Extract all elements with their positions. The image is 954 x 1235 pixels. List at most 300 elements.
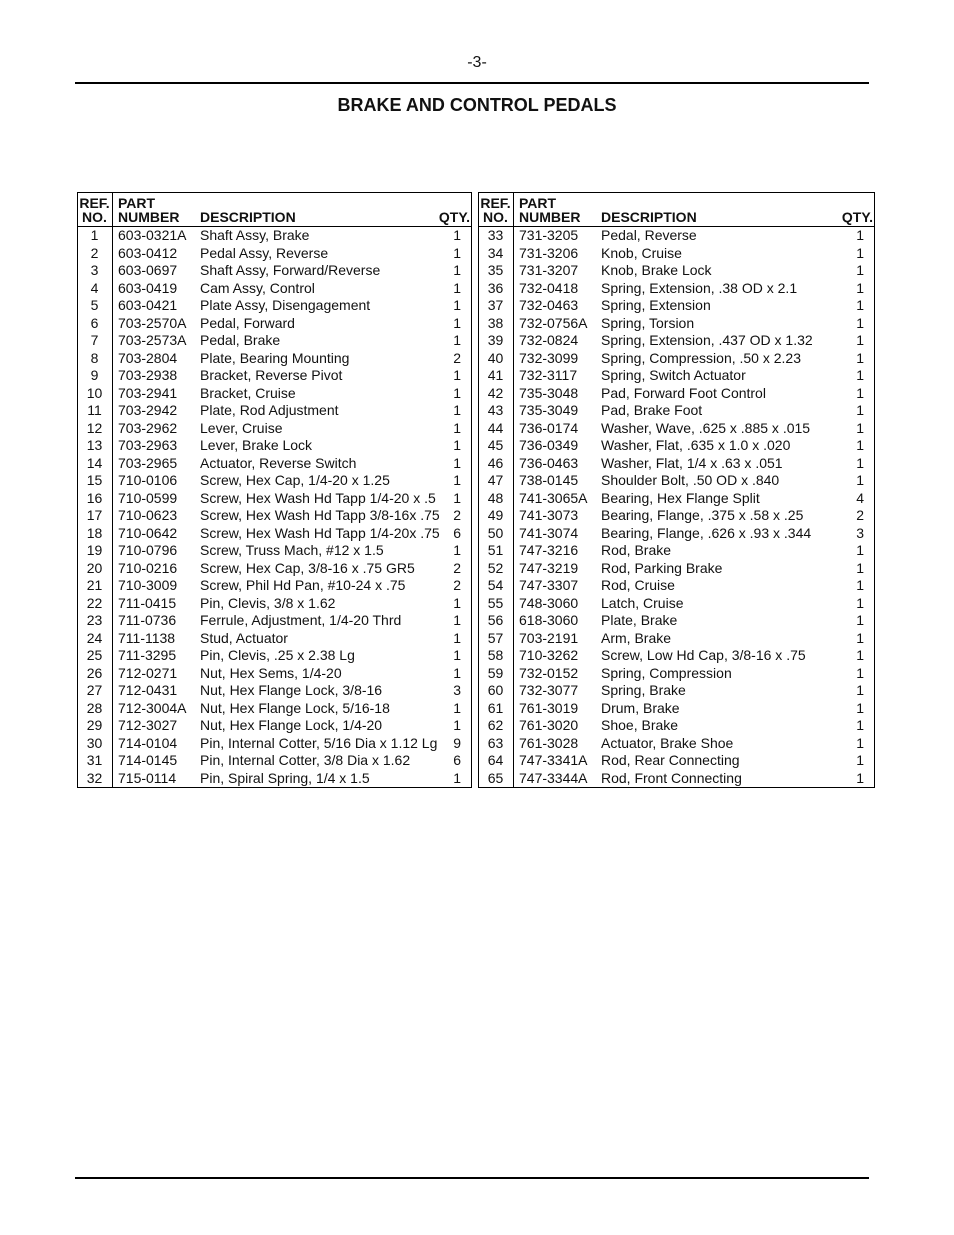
part-number-cell: 741-3073 [519, 507, 579, 523]
table-row [78, 647, 471, 665]
qty-cell: 1 [453, 647, 461, 663]
table-row [479, 770, 874, 788]
qty-cell: 1 [453, 419, 461, 436]
page-title: BRAKE AND CONTROL PEDALS [337, 95, 617, 115]
description-cell: Nut, Hex Sems, 1/4-20 [200, 664, 342, 681]
qty-cell: 1 [453, 279, 461, 296]
ref-no-cell: 30 [86, 734, 103, 751]
qty-cell: 1 [453, 367, 461, 383]
ref-no-cell: 20 [86, 559, 103, 576]
page-number: -3- [467, 54, 487, 71]
table-row [78, 437, 471, 455]
qty-cell: 1 [453, 472, 461, 488]
table-row [479, 507, 874, 525]
header-part-line2: NUMBER [519, 209, 581, 225]
header-ref-line2: NO. [82, 209, 107, 225]
part-number-cell: 703-2573A [118, 332, 187, 348]
qty-cell: 1 [453, 262, 461, 278]
description-cell: Screw, Low Hd Cap, 3/8-16 x .75 [601, 647, 806, 663]
qty-cell: 1 [453, 314, 461, 331]
qty-cell: 1 [856, 367, 864, 383]
header-part-number [118, 196, 179, 224]
part-number-cell: 747-3344A [519, 769, 588, 786]
qty-cell: 1 [856, 542, 864, 558]
table-row [78, 367, 471, 385]
header-ref-line1: REF. [480, 195, 511, 211]
qty-cell: 1 [856, 699, 864, 716]
ref-no-cell: 9 [90, 367, 99, 383]
qty-cell: 1 [856, 332, 864, 348]
ref-no-cell: 57 [487, 629, 504, 646]
table-row [479, 630, 874, 648]
qty-cell: 1 [856, 612, 864, 628]
qty-cell: 1 [856, 384, 864, 401]
part-number-cell: 741-3074 [519, 524, 579, 541]
ref-no-cell: 2 [90, 244, 99, 261]
qty-cell: 4 [856, 489, 864, 506]
table-row [479, 490, 874, 508]
header-part-line2: NUMBER [118, 209, 180, 225]
ref-no-cell: 54 [487, 577, 504, 593]
table-row [78, 717, 471, 735]
ref-no-cell: 31 [86, 752, 103, 768]
ref-no-cell: 1 [90, 227, 99, 243]
table-row [479, 315, 874, 333]
qty-cell: 1 [453, 769, 461, 786]
table-row [479, 402, 874, 420]
part-number-cell: 732-3117 [519, 367, 578, 383]
table-row [78, 280, 471, 298]
part-number-cell: 710-0623 [118, 507, 178, 523]
ref-no-cell: 26 [86, 664, 103, 681]
table-row [78, 420, 471, 438]
part-number-cell: 603-0419 [118, 279, 178, 296]
description-cell: Rod, Front Connecting [601, 769, 742, 786]
part-number-cell: 715-0114 [118, 769, 177, 786]
part-number-cell: 732-0152 [519, 664, 579, 681]
part-number-cell: 748-3060 [519, 594, 579, 611]
part-number-cell: 711-0415 [118, 594, 177, 611]
qty-cell: 1 [453, 542, 461, 558]
table-row [78, 542, 471, 560]
description-cell: Screw, Hex Wash Hd Tapp 1/4-20x .75 [200, 524, 440, 541]
ref-no-cell: 10 [86, 384, 103, 401]
ref-no-cell: 16 [86, 489, 103, 506]
description-cell: Shoulder Bolt, .50 OD x .840 [601, 472, 780, 488]
footer-rule [75, 1177, 869, 1179]
description-cell: Knob, Brake Lock [601, 262, 712, 278]
header-ref-no [480, 196, 511, 224]
description-cell: Plate, Brake [601, 612, 678, 628]
qty-cell: 1 [453, 594, 461, 611]
ref-no-cell: 18 [86, 524, 103, 541]
part-number-cell: 736-0463 [519, 454, 579, 471]
part-number-cell: 710-0106 [118, 472, 178, 488]
table-row [479, 385, 874, 403]
table-row [78, 700, 471, 718]
qty-cell: 3 [453, 682, 461, 698]
qty-cell: 3 [856, 524, 864, 541]
part-number-cell: 714-0104 [118, 734, 178, 751]
part-number-cell: 703-2804 [118, 349, 178, 366]
table-row [479, 560, 874, 578]
description-cell: Drum, Brake [601, 699, 680, 716]
description-cell: Nut, Hex Flange Lock, 3/8-16 [200, 682, 383, 698]
part-number-cell: 731-3205 [519, 227, 579, 243]
part-number-cell: 710-3009 [118, 577, 178, 593]
header-qty: QTY. [438, 209, 470, 225]
qty-cell: 1 [856, 647, 864, 663]
qty-cell: 2 [453, 559, 461, 576]
qty-cell: 1 [856, 717, 864, 733]
part-number-cell: 710-3262 [519, 647, 579, 663]
description-cell: Bearing, Flange, .626 x .93 x .344 [601, 524, 812, 541]
ref-no-cell: 55 [487, 594, 504, 611]
part-number-cell: 731-3206 [519, 244, 579, 261]
ref-no-cell: 17 [86, 507, 103, 523]
description-cell: Bracket, Reverse Pivot [200, 367, 343, 383]
qty-cell: 1 [453, 699, 461, 716]
description-cell: Pin, Clevis, .25 x 2.38 Lg [200, 647, 355, 663]
header-part-number [519, 196, 580, 224]
table-row [78, 595, 471, 613]
description-cell: Bearing, Flange, .375 x .58 x .25 [601, 507, 804, 523]
ref-no-cell: 52 [487, 559, 504, 576]
description-cell: Plate, Bearing Mounting [200, 349, 350, 366]
ref-no-cell: 59 [487, 664, 504, 681]
qty-cell: 1 [856, 629, 864, 646]
part-number-cell: 712-0271 [118, 664, 178, 681]
description-cell: Spring, Brake [601, 682, 686, 698]
header-part-line1: PART [519, 195, 557, 211]
table-row [479, 612, 874, 630]
part-number-cell: 703-2938 [118, 367, 178, 383]
part-number-cell: 703-2965 [118, 454, 178, 471]
part-number-cell: 703-2942 [118, 402, 178, 418]
qty-cell: 1 [856, 454, 864, 471]
ref-no-cell: 56 [487, 612, 504, 628]
description-cell: Pedal, Reverse [601, 227, 697, 243]
ref-no-cell: 14 [86, 454, 103, 471]
description-cell: Screw, Hex Wash Hd Tapp 1/4-20 x .5 [200, 489, 436, 506]
table-row [479, 647, 874, 665]
table-row [479, 350, 874, 368]
part-number-cell: 738-0145 [519, 472, 579, 488]
qty-cell: 1 [856, 402, 864, 418]
qty-cell: 1 [453, 664, 461, 681]
table-row [479, 577, 874, 595]
table-row [78, 455, 471, 473]
table-row [78, 490, 471, 508]
description-cell: Spring, Extension, .437 OD x 1.32 [601, 332, 813, 348]
description-cell: Bearing, Hex Flange Split [601, 489, 760, 506]
description-cell: Plate Assy, Disengagement [200, 297, 371, 313]
ref-no-cell: 24 [86, 629, 103, 646]
part-number-cell: 735-3049 [519, 402, 579, 418]
description-cell: Actuator, Reverse Switch [200, 454, 357, 471]
ref-no-cell: 21 [86, 577, 103, 593]
ref-no-cell: 27 [86, 682, 103, 698]
description-cell: Pin, Clevis, 3/8 x 1.62 [200, 594, 336, 611]
ref-no-cell: 29 [86, 717, 103, 733]
qty-cell: 6 [453, 524, 461, 541]
qty-cell: 1 [856, 559, 864, 576]
description-cell: Washer, Flat, 1/4 x .63 x .051 [601, 454, 783, 471]
ref-no-cell: 50 [487, 524, 504, 541]
qty-cell: 1 [856, 594, 864, 611]
description-cell: Pedal, Brake [200, 332, 281, 348]
table-row [78, 227, 471, 245]
part-number-cell: 761-3020 [519, 717, 579, 733]
part-number-cell: 732-0418 [519, 279, 579, 296]
ref-no-cell: 65 [487, 769, 504, 786]
qty-cell: 1 [856, 227, 864, 243]
table-row [78, 385, 471, 403]
header-qty: QTY. [841, 209, 873, 225]
description-cell: Pad, Brake Foot [601, 402, 703, 418]
header-ref-no [79, 196, 110, 224]
table-row [78, 472, 471, 490]
part-number-cell: 618-3060 [519, 612, 579, 628]
table-row [479, 735, 874, 753]
part-number-cell: 741-3065A [519, 489, 588, 506]
table-row [479, 227, 874, 245]
part-number-cell: 747-3219 [519, 559, 579, 576]
ref-no-cell: 43 [487, 402, 504, 418]
part-number-cell: 703-2570A [118, 314, 187, 331]
qty-cell: 1 [856, 437, 864, 453]
part-number-cell: 714-0145 [118, 752, 178, 768]
ref-no-cell: 4 [90, 279, 99, 296]
table-row [479, 752, 874, 770]
part-number-cell: 712-0431 [118, 682, 178, 698]
ref-no-cell: 19 [86, 542, 103, 558]
description-cell: Nut, Hex Flange Lock, 5/16-18 [200, 699, 390, 716]
description-cell: Spring, Extension [601, 297, 711, 313]
table-row [479, 455, 874, 473]
table-row [78, 735, 471, 753]
table-row [78, 682, 471, 700]
part-number-cell: 761-3019 [519, 699, 579, 716]
description-cell: Pedal Assy, Reverse [200, 244, 329, 261]
ref-no-cell: 5 [90, 297, 99, 313]
ref-no-cell: 48 [487, 489, 504, 506]
description-cell: Cam Assy, Control [200, 279, 315, 296]
qty-cell: 1 [856, 262, 864, 278]
ref-no-cell: 15 [86, 472, 103, 488]
description-cell: Pin, Internal Cotter, 5/16 Dia x 1.12 Lg [200, 734, 438, 751]
table-row [78, 577, 471, 595]
qty-cell: 1 [453, 489, 461, 506]
part-number-cell: 710-0642 [118, 524, 178, 541]
part-number-cell: 736-0174 [519, 419, 579, 436]
part-number-cell: 747-3307 [519, 577, 579, 593]
ref-no-cell: 64 [487, 752, 504, 768]
part-number-cell: 603-0321A [118, 227, 187, 243]
part-number-cell: 711-1138 [118, 629, 176, 646]
part-number-cell: 732-3077 [519, 682, 579, 698]
table-header [78, 193, 471, 227]
description-cell: Pad, Forward Foot Control [601, 384, 766, 401]
header-ref-line1: REF. [79, 195, 110, 211]
part-number-cell: 703-2962 [118, 419, 178, 436]
ref-no-cell: 25 [86, 647, 103, 663]
qty-cell: 1 [453, 297, 461, 313]
qty-cell: 1 [856, 769, 864, 786]
description-cell: Rod, Rear Connecting [601, 752, 740, 768]
qty-cell: 2 [453, 349, 461, 366]
ref-no-cell: 11 [87, 402, 102, 418]
part-number-cell: 736-0349 [519, 437, 579, 453]
description-cell: Pedal, Forward [200, 314, 295, 331]
table-row [479, 682, 874, 700]
part-number-cell: 703-2941 [118, 384, 178, 401]
description-cell: Screw, Phil Hd Pan, #10-24 x .75 [200, 577, 406, 593]
ref-no-cell: 62 [487, 717, 504, 733]
table-row [78, 770, 471, 788]
qty-cell: 1 [453, 227, 461, 243]
part-number-cell: 731-3207 [519, 262, 579, 278]
description-cell: Spring, Switch Actuator [601, 367, 746, 383]
parts-table-left [77, 192, 472, 788]
header-part-line1: PART [118, 195, 156, 211]
ref-no-cell: 39 [487, 332, 504, 348]
ref-no-cell: 40 [487, 349, 504, 366]
description-cell: Shaft Assy, Forward/Reverse [200, 262, 381, 278]
ref-no-cell: 58 [487, 647, 504, 663]
table-row [479, 367, 874, 385]
description-cell: Plate, Rod Adjustment [200, 402, 339, 418]
description-cell: Lever, Cruise [200, 419, 283, 436]
part-number-cell: 711-3295 [118, 647, 177, 663]
description-cell: Washer, Flat, .635 x 1.0 x .020 [601, 437, 791, 453]
description-cell: Screw, Truss Mach, #12 x 1.5 [200, 542, 384, 558]
description-cell: Actuator, Brake Shoe [601, 734, 734, 751]
table-row [479, 542, 874, 560]
ref-no-cell: 3 [90, 262, 99, 278]
part-number-cell: 732-0756A [519, 314, 588, 331]
table-body [78, 227, 471, 787]
ref-no-cell: 47 [487, 472, 504, 488]
table-row [479, 245, 874, 263]
header-rule [75, 82, 869, 84]
table-row [78, 297, 471, 315]
ref-no-cell: 49 [487, 507, 504, 523]
part-number-cell: 711-0736 [118, 612, 177, 628]
table-row [479, 665, 874, 683]
description-cell: Pin, Spiral Spring, 1/4 x 1.5 [200, 769, 370, 786]
part-number-cell: 603-0412 [118, 244, 178, 261]
ref-no-cell: 51 [487, 542, 504, 558]
table-row [479, 280, 874, 298]
qty-cell: 1 [453, 402, 461, 418]
description-cell: Spring, Compression [601, 664, 732, 681]
description-cell: Nut, Hex Flange Lock, 1/4-20 [200, 717, 383, 733]
table-row [479, 437, 874, 455]
qty-cell: 1 [856, 297, 864, 313]
table-row [78, 332, 471, 350]
qty-cell: 1 [453, 454, 461, 471]
table-row [479, 332, 874, 350]
ref-no-cell: 61 [487, 699, 504, 716]
ref-no-cell: 34 [487, 244, 504, 261]
qty-cell: 1 [856, 244, 864, 261]
description-cell: Pin, Internal Cotter, 3/8 Dia x 1.62 [200, 752, 411, 768]
ref-no-cell: 28 [86, 699, 103, 716]
table-row [78, 752, 471, 770]
description-cell: Screw, Hex Wash Hd Tapp 3/8-16x .75 [200, 507, 440, 523]
table-row [78, 560, 471, 578]
qty-cell: 1 [856, 752, 864, 768]
description-cell: Rod, Parking Brake [601, 559, 723, 576]
description-cell: Ferrule, Adjustment, 1/4-20 Thrd [200, 612, 402, 628]
ref-no-cell: 23 [86, 612, 103, 628]
table-row [78, 665, 471, 683]
part-number-cell: 747-3216 [519, 542, 579, 558]
table-row [479, 297, 874, 315]
header-description: DESCRIPTION [200, 209, 296, 225]
ref-no-cell: 42 [487, 384, 504, 401]
description-cell: Shaft Assy, Brake [200, 227, 310, 243]
qty-cell: 1 [453, 612, 461, 628]
qty-cell: 1 [856, 419, 864, 436]
part-number-cell: 747-3341A [519, 752, 588, 768]
table-row [479, 595, 874, 613]
qty-cell: 1 [856, 349, 864, 366]
part-number-cell: 703-2191 [519, 629, 579, 646]
description-cell: Bracket, Cruise [200, 384, 296, 401]
ref-no-cell: 37 [487, 297, 504, 313]
part-number-cell: 732-0463 [519, 297, 579, 313]
description-cell: Rod, Cruise [601, 577, 675, 593]
qty-cell: 1 [856, 734, 864, 751]
qty-cell: 1 [453, 244, 461, 261]
ref-no-cell: 35 [487, 262, 504, 278]
qty-cell: 1 [856, 279, 864, 296]
table-row [479, 472, 874, 490]
description-cell: Screw, Hex Cap, 3/8-16 x .75 GR5 [200, 559, 415, 576]
ref-no-cell: 8 [90, 349, 99, 366]
description-cell: Shoe, Brake [601, 717, 679, 733]
table-row [479, 420, 874, 438]
part-number-cell: 712-3004A [118, 699, 187, 716]
ref-no-cell: 32 [86, 769, 103, 786]
part-number-cell: 761-3028 [519, 734, 579, 751]
part-number-cell: 710-0216 [118, 559, 178, 576]
qty-cell: 6 [453, 752, 461, 768]
table-row [78, 245, 471, 263]
description-cell: Spring, Extension, .38 OD x 2.1 [601, 279, 798, 296]
table-row [78, 262, 471, 280]
ref-no-cell: 45 [487, 437, 504, 453]
part-number-cell: 710-0599 [118, 489, 178, 506]
table-row [78, 315, 471, 333]
description-cell: Spring, Torsion [601, 314, 695, 331]
table-row [78, 402, 471, 420]
table-row [78, 507, 471, 525]
table-row [78, 630, 471, 648]
ref-no-cell: 44 [487, 419, 504, 436]
ref-no-cell: 46 [487, 454, 504, 471]
qty-cell: 1 [856, 314, 864, 331]
description-cell: Knob, Cruise [601, 244, 682, 261]
qty-cell: 1 [856, 577, 864, 593]
ref-no-cell: 6 [90, 314, 99, 331]
qty-cell: 9 [453, 734, 461, 751]
description-cell: Screw, Hex Cap, 1/4-20 x 1.25 [200, 472, 390, 488]
header-description: DESCRIPTION [601, 209, 697, 225]
description-cell: Arm, Brake [601, 629, 672, 646]
